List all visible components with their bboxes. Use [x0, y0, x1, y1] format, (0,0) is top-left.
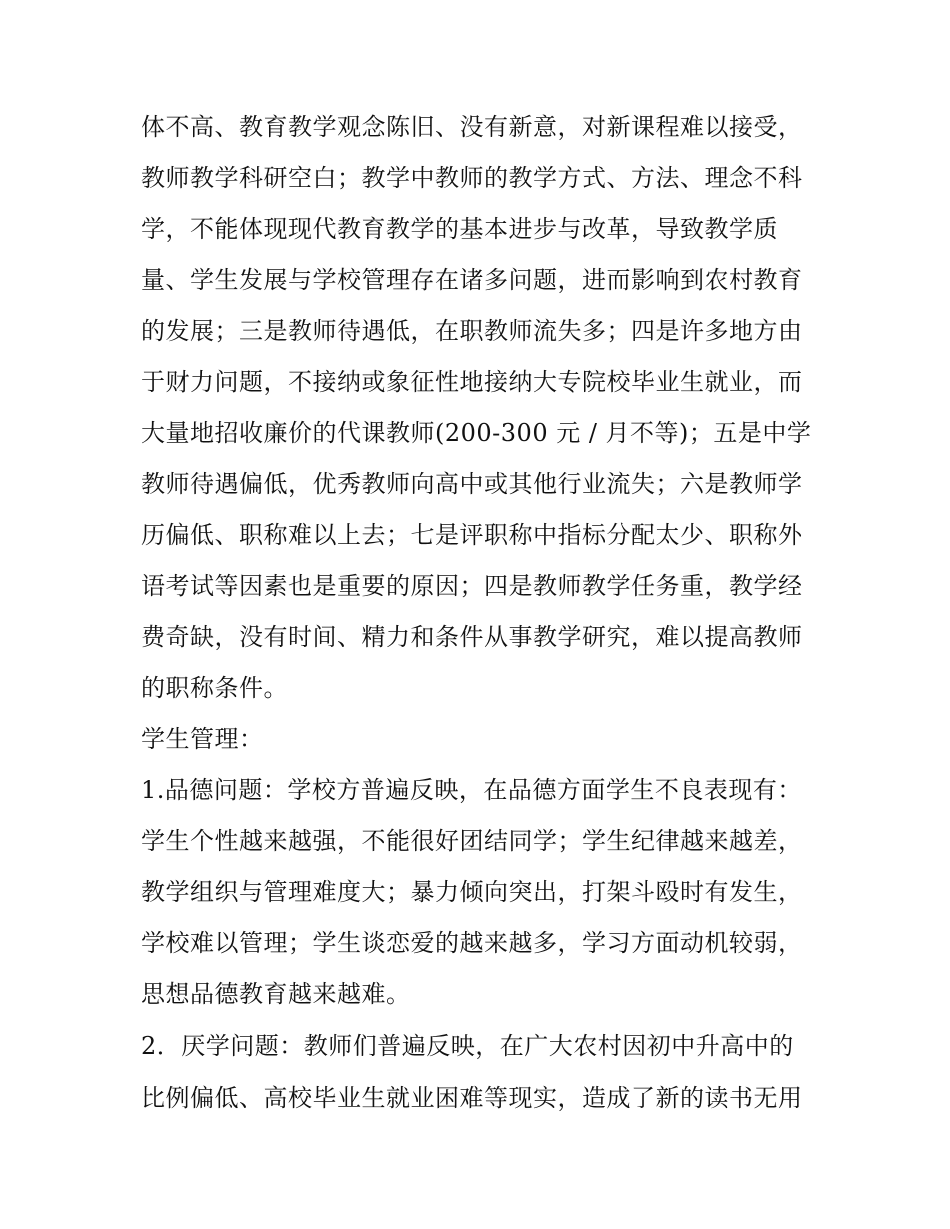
text-line: 比例偏低、高校毕业生就业困难等现实，造成了新的读书无用 — [141, 1084, 803, 1112]
text-line: 教学组织与管理难度大；暴力倾向突出，打架斗殴时有发生， — [141, 878, 803, 906]
text-line: 学校难以管理；学生谈恋爱的越来越多，学习方面动机较弱， — [141, 929, 803, 957]
section-heading: 学生管理： — [141, 725, 264, 753]
text-line: 学，不能体现现代教育教学的基本进步与改革，导致教学质 — [141, 215, 778, 243]
text-line: 2．厌学问题：教师们普遍反映，在广大农村因初中升高中的 — [141, 1032, 794, 1060]
text-line: 体不高、教育教学观念陈旧、没有新意，对新课程难以接受， — [141, 113, 803, 141]
text-line: 思想品德教育越来越难。 — [141, 980, 411, 1008]
text-line: 教师待遇偏低，优秀教师向高中或其他行业流失；六是教师学 — [141, 470, 803, 498]
text-line: 语考试等因素也是重要的原因；四是教师教学任务重，教学经 — [141, 572, 803, 600]
text-line: 量、学生发展与学校管理存在诸多问题，进而影响到农村教育 — [141, 266, 803, 294]
document-body — [141, 102, 821, 1124]
text-line: 教师教学科研空白；教学中教师的教学方式、方法、理念不科 — [141, 164, 803, 192]
text-line: 的发展；三是教师待遇低，在职教师流失多；四是许多地方由 — [141, 317, 803, 345]
text-line: 费奇缺，没有时间、精力和条件从事教学研究，难以提高教师 — [141, 623, 803, 651]
text-line: 的职称条件。 — [141, 674, 288, 702]
text-line: 历偏低、职称难以上去；七是评职称中指标分配太少、职称外 — [141, 521, 803, 549]
text-line: 学生个性越来越强，不能很好团结同学；学生纪律越来越差， — [141, 827, 803, 855]
text-line: 于财力问题，不接纳或象征性地接纳大专院校毕业生就业，而 — [141, 368, 803, 396]
text-line: 大量地招收廉价的代课教师(200-300 元 / 月不等)；五是中学 — [141, 419, 812, 447]
text-line: 1.品德问题：学校方普遍反映，在品德方面学生不良表现有： — [141, 776, 802, 804]
